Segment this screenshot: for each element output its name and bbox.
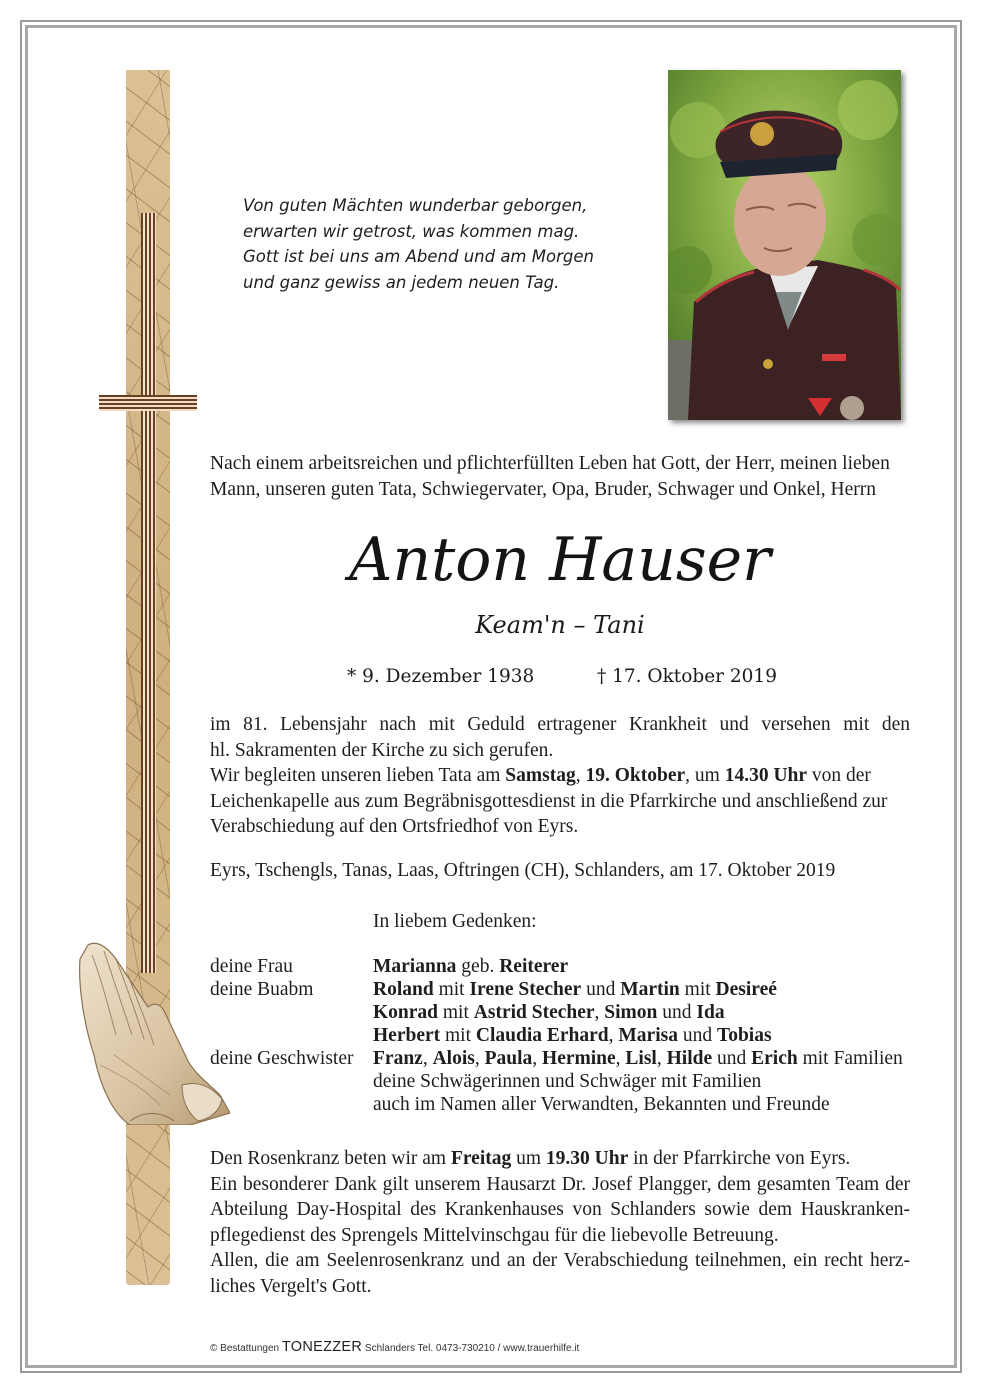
text: , bbox=[608, 1025, 619, 1046]
name: Konrad bbox=[373, 1002, 439, 1023]
name: Lisl bbox=[625, 1048, 657, 1069]
funeral-day: Samstag bbox=[505, 765, 576, 786]
family-row-sons bbox=[210, 1001, 910, 1024]
relation-names: deine Schwägerinnen und Schwäger mit Familien bbox=[373, 1071, 762, 1092]
text: mit bbox=[440, 1025, 476, 1046]
funeral-details bbox=[210, 712, 910, 840]
name: Ida bbox=[696, 1002, 725, 1023]
quote-line: Gott ist bei uns am Abend und am Morgen bbox=[243, 247, 594, 266]
funeral-time-line bbox=[210, 763, 910, 789]
relation-names bbox=[373, 1024, 910, 1047]
name: Hilde bbox=[666, 1048, 713, 1069]
relation-label-empty bbox=[210, 1093, 373, 1116]
name: Martin bbox=[620, 979, 680, 1000]
relation-label: deine Buabm bbox=[210, 979, 314, 1000]
relation-names: auch im Namen aller Verwandten, Bekannten und Freunde bbox=[373, 1094, 830, 1115]
text-line: Leichenkapelle aus zum Begräbnisgottesdienst in die Pfarrkirche und anschließend zur bbox=[210, 790, 888, 812]
text-line: Allen, die am Seelenrosenkranz und an der Verabschiedung teilnehmen, ein recht herz- bbox=[210, 1250, 910, 1271]
text: und bbox=[657, 1002, 697, 1023]
text: und bbox=[581, 979, 621, 1000]
text-line: pflegedienst des Sprengels Mittelvinschgau für die liebevolle Betreuung. bbox=[210, 1224, 779, 1246]
text: , bbox=[594, 1002, 605, 1023]
text: und bbox=[677, 1025, 717, 1046]
quote-line: erwarten wir getrost, was kommen mag. bbox=[243, 221, 580, 241]
name: Claudia Erhard bbox=[475, 1025, 609, 1046]
praying-hands-icon bbox=[70, 935, 230, 1125]
text-line: Abteilung Day-Hospital des Krankenhauses von Schlanders sowie dem Hauskranken- bbox=[210, 1199, 910, 1220]
text: in der Pfarrkirche von Eyrs. bbox=[628, 1148, 851, 1169]
funeral-time: 14.30 Uhr bbox=[724, 765, 808, 786]
text-line: Verabschiedung auf den Ortsfriedhof von Eyrs. bbox=[210, 816, 579, 837]
name: Herbert bbox=[373, 1025, 441, 1046]
deceased-nickname: Keam'n – Tani bbox=[475, 611, 645, 639]
family-row-relatives bbox=[210, 1093, 910, 1116]
text: und bbox=[712, 1048, 752, 1069]
text: mit Familien bbox=[797, 1048, 903, 1069]
name: Astrid Stecher bbox=[473, 1002, 595, 1023]
relation-names bbox=[373, 1001, 910, 1024]
name: Erich bbox=[751, 1048, 798, 1069]
relation-label-empty bbox=[210, 1070, 373, 1093]
name: Franz bbox=[373, 1048, 423, 1069]
places-date bbox=[210, 858, 910, 884]
family-row-inlaws bbox=[210, 1070, 910, 1093]
footer-prefix: © Bestattungen bbox=[210, 1343, 282, 1354]
text-line: Eyrs, Tschengls, Tanas, Laas, Oftringen (CH), Schlanders, am 17. Oktober 2019 bbox=[210, 860, 836, 881]
funeral-date: 19. Oktober bbox=[585, 765, 686, 786]
cross-horizontal-beam bbox=[99, 395, 197, 411]
family-row-siblings bbox=[210, 1047, 910, 1070]
text: , um bbox=[685, 765, 725, 786]
rosary-and-thanks bbox=[210, 1146, 910, 1299]
text-line: liches Vergelt's Gott. bbox=[210, 1275, 372, 1297]
relation-label-empty bbox=[210, 1024, 373, 1047]
intro-line: Mann, unseren guten Tata, Schwiegervater, Opa, Bruder, Schwager und Onkel, Herrn bbox=[210, 478, 876, 500]
text: Wir begleiten unseren lieben Tata am bbox=[210, 765, 506, 786]
relation-names bbox=[373, 955, 910, 978]
text-line: hl. Sakramenten der Kirche zu sich gerufen. bbox=[210, 739, 554, 761]
footer-brand: TONEZZER bbox=[281, 1339, 363, 1355]
in-memory-heading: In liebem Gedenken: bbox=[373, 911, 537, 932]
name: Desireé bbox=[715, 979, 777, 1000]
text: von der bbox=[807, 765, 871, 786]
footer-contact: Schlanders Tel. 0473-730210 / www.trauerhilfe.it bbox=[362, 1343, 580, 1354]
family-list bbox=[210, 955, 910, 1116]
memorial-quote bbox=[243, 193, 663, 295]
name: Alois bbox=[432, 1048, 475, 1069]
name: Roland bbox=[373, 979, 434, 1000]
relation-names: Franz, Alois, Paula, Hermine, Lisl, Hilde und Erich mit Familien bbox=[373, 1048, 903, 1069]
relation-names bbox=[373, 978, 910, 1001]
name: Paula bbox=[484, 1048, 533, 1069]
text: mit bbox=[679, 979, 716, 1000]
text-line: im 81. Lebensjahr nach mit Geduld ertragener Krankheit und versehen mit den bbox=[210, 714, 910, 735]
text: Den Rosenkranz beten wir am bbox=[210, 1148, 451, 1169]
family-row-sons bbox=[210, 978, 910, 1001]
birth-date: * 9. Dezember 1938 bbox=[347, 666, 535, 687]
name: Tobias bbox=[716, 1025, 772, 1046]
quote-line: Von guten Mächten wunderbar geborgen, bbox=[243, 196, 588, 215]
name: Marisa bbox=[618, 1025, 678, 1046]
name: Reiterer bbox=[499, 956, 569, 977]
text: mit bbox=[433, 979, 470, 1000]
family-row-wife bbox=[210, 955, 910, 978]
deceased-name: Anton Hauser bbox=[349, 525, 771, 595]
rosary-line bbox=[210, 1146, 910, 1172]
rosary-day: Freitag bbox=[450, 1148, 512, 1169]
death-date: † 17. Oktober 2019 bbox=[597, 666, 777, 687]
text: um bbox=[511, 1148, 546, 1169]
portrait-photo bbox=[668, 70, 901, 420]
name: Simon bbox=[604, 1002, 658, 1023]
footer-credit bbox=[210, 1340, 579, 1356]
name: Hermine bbox=[542, 1048, 616, 1069]
intro-line: Nach einem arbeitsreichen und pflichterfüllten Leben hat Gott, der Herr, meinen lieben bbox=[210, 453, 890, 474]
text-line: Ein besonderer Dank gilt unserem Hausarzt Dr. Josef Plangger, dem gesamten Team der bbox=[210, 1173, 910, 1195]
name: Marianna bbox=[373, 956, 457, 977]
relation-label: deine Geschwister bbox=[210, 1048, 354, 1069]
intro-text bbox=[210, 451, 910, 502]
text: geb. bbox=[456, 956, 500, 977]
relation-label-empty bbox=[210, 1001, 373, 1024]
name: Irene Stecher bbox=[469, 979, 582, 1000]
text: mit bbox=[438, 1002, 474, 1023]
rosary-time: 19.30 Uhr bbox=[545, 1148, 629, 1169]
family-row-sons bbox=[210, 1024, 910, 1047]
quote-line: und ganz gewiss an jedem neuen Tag. bbox=[243, 272, 560, 292]
relation-label: deine Frau bbox=[210, 956, 293, 977]
text: , bbox=[575, 765, 586, 786]
